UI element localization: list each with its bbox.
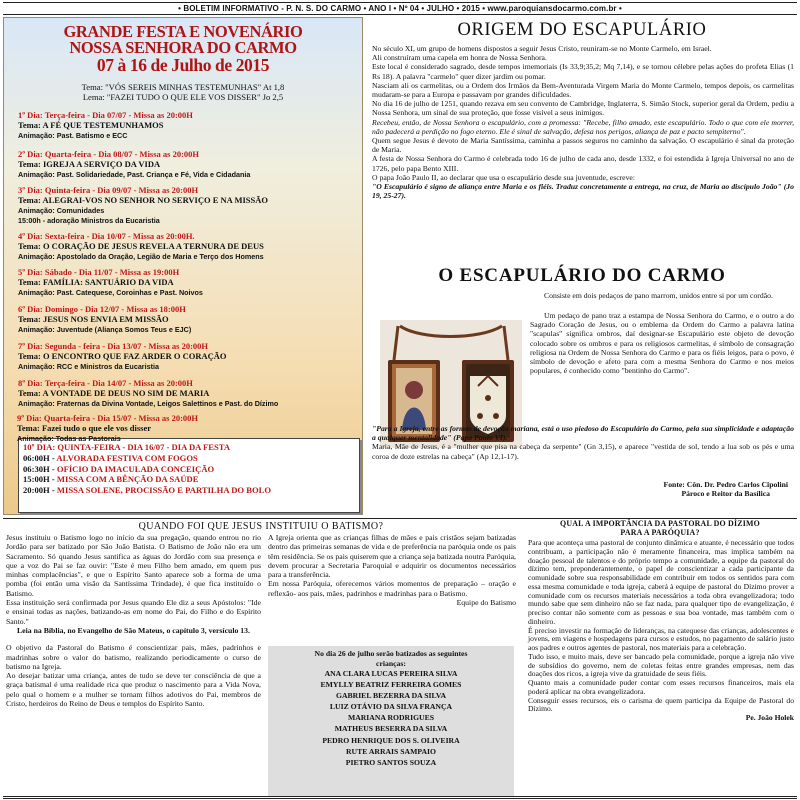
day-8 (18, 378, 362, 409)
paragraph: Nasciam ali os carmelitas, ou a Ordem dos Irmãos da Bem-Aventurada Virgem Maria do Monte Carmelo, tempos depois, os carmelitas mudaram-se para a Europa e passavam por grandes dificuldades. (372, 80, 794, 100)
day-5 (18, 267, 362, 298)
masthead: • BOLETIM INFORMATIVO - P. N. S. DO CARMO • ANO I • Nº 04 • JULHO • 2015 • www.paroquiansdocarmo.com.br • (3, 2, 797, 15)
child-name: EMYLLY BEATRIZ FERREIRA GOMES (320, 680, 462, 690)
child-name: MATHEUS BESERRA DA SILVA (334, 724, 448, 734)
paragraph: Quanto mais a comunidade puder contar com esses recursos financeiros, mais ela poderá aplicar na obra evangelizadora. (528, 678, 794, 696)
day-heading: 3º Dia: Quinta-feira - Dia 09/07 - Missa as 20:00H (18, 185, 199, 195)
festa-item: 06:00H - ALVORADA FESTIVA COM FOGOS (23, 452, 198, 463)
festa-item: 20:00H - MISSA SOLENE, PROCISSÃO E PARTILHA DO BOLO (23, 485, 272, 496)
day-adoration: 15:00h - adoração Ministros da Eucaristia (18, 215, 160, 225)
paragraph: Conseguir esses recursos, eis o carisma de quem participa da Equipe de Pastoral do Dízimo. (528, 695, 794, 714)
day-2 (18, 149, 362, 180)
batismo-col-2 (268, 533, 516, 607)
festa-lema: Lema: "FAZEI TUDO O QUE ELE VOS DISSER" Jo 2,5 (82, 92, 284, 102)
origem-title: ORIGEM DO ESCAPULÁRIO (457, 20, 707, 40)
escapulario-text-top (530, 291, 794, 300)
festa-item-time: 06:30H (23, 463, 50, 474)
paragraph: É preciso investir na formação de lideranças, na catequese das crianças, adolescentes e jovens, em viagens e hospedagens para cursos e estudos, no pagamento de salário justo aos padres e outros agentes de pastoral, nos materiais para a celebração. (528, 625, 794, 652)
paragraph: "O Escapulário é signo de aliança entre Maria e os fiéis. Traduz concretamente a entrega, na cruz, de Maria ao discípulo João" (Jo 19, 25-27). (372, 182, 794, 201)
day-theme: Tema: Fazei tudo o que ele vos disser (17, 423, 152, 434)
day-heading: 6º Dia: Domingo - Dia 12/07 - Missa as 18:00H (18, 304, 186, 314)
day-animation: Animação: RCC e Ministros da Eucaristia (18, 361, 159, 371)
day-theme: Tema: O CORAÇÃO DE JESUS REVELA A TERNURA DE DEUS (18, 241, 264, 252)
origem-text (372, 44, 794, 200)
festa-item-text: OFÍCIO DA IMACULADA CONCEIÇÃO (56, 463, 215, 474)
day-theme: Tema: ALEGRAI-VOS NO SENHOR NO SERVIÇO E NA MISSÃO (18, 195, 269, 206)
day-animation: Animação: Todas as Pastorais (17, 433, 121, 443)
paragraph: Recebeu, então, de Nossa Senhora o escapulário, com a promessa: "Recebe, filho amado, este escapulário. Todo o que com ele morrer, não padecerá a perdição no fogo eterno. Ele é sinal de salvação, defesa nos perigos, aliança de paz e pacto sempiterno". (372, 117, 794, 136)
day-theme: Tema: O ENCONTRO QUE FAZ ARDER O CORAÇÃO (18, 351, 227, 362)
child-name: PEDRO HENRIQUE DOS S. OLIVEIRA (322, 735, 460, 745)
source-line: Fonte: Côn. Dr. Pedro Carlos Cipolini (663, 480, 788, 489)
paragraph: Ao desejar batizar uma criança, antes de tudo se deve ter consciência de que a graça batismal é uma realidade rica que produz o nascimento para a Vida Nova, pelo qual o homem e a mulher se tornam filhos adotivos do Pai, membros de Cristo, herdeiros do Reino de Deus e templos do Espírito Santo. (6, 671, 261, 709)
festa-dates: 07 à 16 de Julho de 2015 (96, 55, 270, 75)
day-7 (18, 341, 362, 372)
children-title: No dia 26 de julho serão batizados as seguintes crianças: (314, 649, 468, 668)
paragraph: Para que aconteça uma pastoral de conjunto dinâmica e atuante, é necessário que todos contribuam, a participação não é meramente financeira, mas implica também na doação pessoal de talentos e do próprio tempo a comunidade, a equipe da pastoral do dízimo tem, preponderantemente, o papel de conscientizar a cada participante da comunidade sobre sua responsabilidade em contribuir em todos os sentidos para com essa mesma comunidade e toda igreja, caberá à equipe de pastoral do Dízimo prover a comunidade com os recursos materiais necessários a toda obra evangelizadora; todo mundo sabe que sem dinheiro não se faz nada, para qualquer tipo de evangelização, é preciso contar não somente com as pessoas e sua boa vontade, mas também com o dinheiro. (528, 538, 794, 626)
festa-item-time: 20:00H (23, 485, 50, 496)
day-4 (18, 231, 362, 262)
festa-title-2: NOSSA SENHORA DO CARMO (69, 38, 297, 57)
paragraph: Maria, Mãe de Jesus, é a "mulher que pisa na cabeça da serpente" (Gn 3,15), e aparece "vestida de sol, tendo a lua sob os pés e uma coroa de doze estrelas na cabeça" (Ap 12,1-17). (372, 442, 794, 461)
dizimo-signature: Pe. João Holek (745, 713, 794, 722)
festa-item-text: ALVORADA FESTIVA COM FOGOS (56, 452, 198, 463)
paragraph: Consiste em dois pedaços de pano marrom, unidos entre si por um cordão. (544, 291, 773, 300)
festa-item-text: MISSA COM A BÊNÇÃO DA SAÚDE (56, 474, 199, 485)
escapulario-text-bottom (372, 424, 794, 461)
source-role: Pároco e Reitor da Basílica (681, 489, 771, 499)
day-9 (17, 413, 361, 444)
day-animation: Animação: Fraternas da Divina Vontade, Leigos Salettinos e Past. do Dízimo (18, 398, 279, 408)
day-theme: Tema: A FÉ QUE TESTEMUNHAMOS (18, 120, 164, 131)
paragraph: A Igreja orienta que as crianças filhas de mães e pais cristãos sejam batizadas dentro das primeiras semanas de vida e de preferência na paróquia onde os pais têm residência. Se os pais quiserem que a criança seja batizada noutra Paróquia, devem procurar a Secretaria Paroquial e adquirir os documentos necessários para a transferência. (268, 533, 516, 580)
bottom-rule (3, 796, 797, 799)
child-name: GABRIEL BEZERRA DA SILVA (335, 691, 446, 701)
paragraph: Jesus instituiu o Batismo logo no início da sua pregação, quando entrou no rio Jordão para ser batizado por São João Batista. O Batismo de João não era um Sacramento. Só quando Jesus santifica as águas do Jordão com sua presença e que a voz do Pai se faz ouvir: "Este é meu Filho bem amado, em quem pus minhas complacências", e que o Espírito Santo aparece sob a forma de uma pomba (foi então uma visão da Santíssima Trindade), é que fica instituído o Batismo. (6, 533, 261, 598)
festa-tema: Tema: "VÓS SEREIS MINHAS TESTEMUNHAS" At 1,8 (81, 82, 285, 92)
child-name: PIETRO SANTOS SOUZA (345, 757, 437, 767)
escapulario-signature (664, 480, 789, 499)
day-heading: 9º Dia: Quarta-feira - Dia 15/07 - Missa as 20:00H (17, 413, 199, 423)
day-heading: 2º Dia: Quarta-feira - Dia 08/07 - Missa as 20:00H (18, 149, 200, 159)
festa-item: 15:00H - MISSA COM A BÊNÇÃO DA SAÚDE (23, 474, 199, 485)
day-heading: 5º Dia: Sábado - Dia 11/07 - Missa as 19:00H (18, 267, 180, 277)
child-name: LUIZ OTÁVIO DA SILVA FRANÇA (329, 702, 453, 712)
day-heading: 7º Dia: Segunda - feira - Dia 13/07 - Missa as 20:00H (18, 341, 209, 351)
day-animation: Animação: Comunidades (18, 205, 105, 215)
child-name: MARIANA RODRIGUES (347, 713, 435, 723)
paragraph: O objetivo da Pastoral do Batismo é conscientizar pais, mães, padrinhos e madrinhas sobre o valor do batismo, realizando periodicamente o curso de batismo na Igreja. (6, 643, 261, 671)
festa-item-text: MISSA SOLENE, PROCISSÃO E PARTILHA DO BOLO (56, 485, 272, 496)
day-animation: Animação: Past. Solidariedade, Past. Criança e Fé, Vida e Cidadania (18, 169, 251, 179)
escapulario-title: O ESCAPULÁRIO DO CARMO (438, 265, 726, 286)
paragraph: Quem segue Jesus é devoto de Maria Santíssima, caminha a passos seguros no caminho da salvação. O escapulário é sinal da proteção de Maria. (372, 136, 794, 155)
festa-day-heading: 10º DIA: QUINTA-FEIRA - DIA 16/07 - DIA DA FESTA (23, 442, 231, 452)
paragraph: O papa João Paulo II, ao declarar que usa o escapulário desde sua juventude, escreve: (372, 172, 635, 182)
day-animation: Animação: Past. Batismo e ECC (18, 130, 128, 140)
day-heading: 8º Dia: Terça-feira - Dia 14/07 - Missa as 20:00H (18, 378, 193, 388)
day-theme: Tema: A VONTADE DE DEUS NO SIM DE MARIA (18, 388, 210, 399)
paragraph: No século XI, um grupo de homens dispostos a seguir Jesus Cristo, reuniram-se no Monte Carmelo, em Israel. (372, 44, 712, 53)
day-3 (18, 185, 362, 226)
day-1 (18, 110, 362, 141)
batismo-title: QUANDO FOI QUE JESUS INSTITUIU O BATISMO? (138, 521, 384, 532)
paragraph: Leia na Bíblia, no Evangelho de São Mateus, o capítulo 3, versículo 13. (17, 625, 250, 635)
dizimo-title: QUAL A IMPORTÂNCIA DA PASTORAL DO DÍZIMO PARA A PARÓQUIA? (560, 519, 760, 537)
paragraph: Em nossa Paróquia, oferecemos vários momentos de preparação – oração e reflexão- aos pais, mães, padrinhos e madrinhas para o Batismo. (268, 579, 516, 598)
child-name: RUTE ARRAIS SAMPAIO (346, 746, 436, 756)
batismo-col-1 (6, 533, 261, 708)
paragraph: Este local é considerado sagrado, desde tempos imemoriais (Is 33,9;35,2; Mq 7,14), e se tornou célebre pelas ações do profeta Elias (1 Rs 18). A palavra "carmelo" quer dizer jardim ou pomar. (372, 62, 794, 81)
day-animation: Animação: Juventude (Aliança Somos Teus e EJC) (18, 324, 192, 334)
festa-item: 06:30H - OFÍCIO DA IMACULADA CONCEIÇÃO (23, 463, 215, 474)
festa-day-box (18, 438, 360, 513)
festa-item-time: 15:00H (23, 474, 50, 485)
child-name: ANA CLARA LUCAS PEREIRA SILVA (324, 669, 458, 678)
paragraph: Um pedaço de pano traz a estampa de Nossa Senhora do Carmo, e o outro a do Sagrado Coração de Jesus, ou o emblema da Ordem do Carmo a palavra latina "scapulas" significa ombros, daí designar-se Escapulário este objeto de devoção colocado sobre os ombros e para os religiosos carmelitas, é símbolo de consagração religiosa na Ordem de Nossa Senhora do Carmo e para os fiéis leigos, para o povo, é símbolo de devoção e afeto para com a mesma Senhora do Carmo e nos meios populares, é conhecido como "bentinho do Carmo". (530, 311, 794, 376)
day-theme: Tema: IGREJA A SERVIÇO DA VIDA (18, 159, 161, 170)
day-6 (18, 304, 362, 335)
day-heading: 4º Dia: Sexta-feira - Dia 10/07 - Missa as 20:00H. (18, 231, 195, 241)
dizimo-text (528, 539, 794, 723)
day-animation: Animação: Apostolado da Oração, Legião de Maria e Terço dos Homens (18, 251, 264, 261)
paragraph: "Para a Igreja, entre as formas de devoção mariana, está o uso piedoso do Escapulário do Carmo, pela sua simplicidade e adaptação a qualquer mentalidade" (Papa Paulo VI). (372, 424, 794, 443)
paragraph: A festa de Nossa Senhora do Carmo é celebrada todo 16 de julho de cada ano, desde 1332, e foi estendida à Igreja Universal no ano de 1726, pelo papa Bento XIII. (372, 154, 794, 173)
batismo-children-box (268, 646, 514, 796)
day-theme: Tema: JESUS NOS ENVIA EM MISSÃO (18, 314, 169, 325)
paragraph: Essa instituição será confirmada por Jesus quando Ele diz a seus Apóstolos: "Ide e ensinai todas as nações, batizando-as em nome do Pai, do Filho e do Espírito Santo." (6, 598, 261, 626)
batismo-signature: Equipe do Batismo (456, 598, 516, 608)
day-animation: Animação: Past. Catequese, Coroinhas e Past. Noivos (18, 287, 203, 297)
paragraph: Ali construíram uma capela em honra de Nossa Senhora. (372, 53, 547, 63)
paragraph: Tudo isso, e muito mais, deve ser bancado pela comunidade, porque a igreja não vive de subsídios do governo, nem de coletas feitas entre grandes empresas, nem das doações dos ricos, a igreja vive da gratuidade de seus fiéis. (528, 651, 794, 679)
festa-title-1: GRANDE FESTA E NOVENÁRIO (63, 22, 303, 41)
paragraph: No dia 16 de julho de 1251, quando rezava em seu convento de Cambridge, Inglaterra, S. Simão Stock, superior geral da Ordem, pediu a Nossa Senhora, um sinal de sua proteção, que fosse visível a seus inimigos. (372, 99, 794, 118)
escapulario-text-wrap (530, 311, 794, 375)
day-heading: 1º Dia: Terça-feira - Dia 07/07 - Missa as 20:00H (18, 110, 193, 120)
day-theme: Tema: FAMÍLIA: SANTUÁRIO DA VIDA (18, 277, 174, 288)
festa-item-time: 06:00H (23, 452, 50, 463)
